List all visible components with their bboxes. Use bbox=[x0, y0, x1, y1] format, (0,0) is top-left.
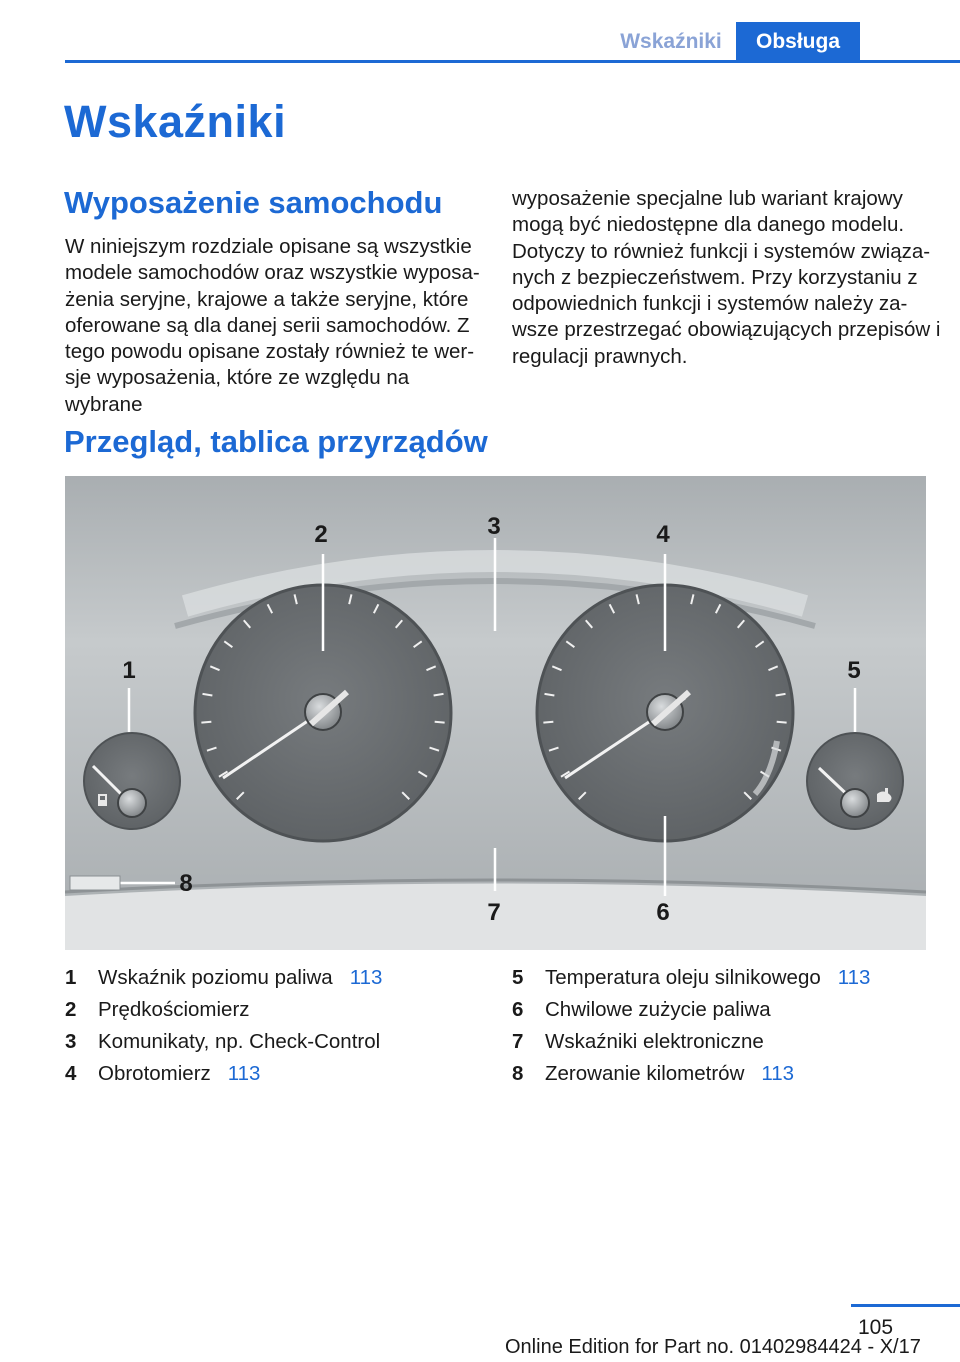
legend-text: Chwilowe zużycie paliwa bbox=[545, 998, 771, 1021]
text-line: odpowiednich funkcji i systemów należy za‐ bbox=[512, 292, 908, 316]
page-reference-link[interactable]: 113 bbox=[761, 1062, 795, 1085]
header-tab-obsluga[interactable]: Obsługa bbox=[736, 22, 860, 62]
section-heading-overview: Przegląd, tablica przyrządów bbox=[64, 424, 488, 459]
fuel-pump-icon bbox=[98, 794, 107, 806]
page-reference-link[interactable]: 113 bbox=[349, 966, 383, 989]
legend-text: Obrotomierz bbox=[98, 1062, 211, 1085]
callout-5: 5 bbox=[847, 657, 861, 684]
text-line: mogą być niedostępne dla danego modelu. bbox=[512, 213, 905, 237]
edition-note: Online Edition for Part no. 01402984424 - X/17 bbox=[505, 1336, 921, 1358]
legend-number: 5 bbox=[512, 966, 524, 989]
page-number: 105 bbox=[858, 1316, 894, 1339]
dial-tick bbox=[435, 722, 445, 723]
legend-number: 2 bbox=[65, 998, 77, 1021]
legend-item bbox=[512, 1026, 932, 1058]
legend-number: 1 bbox=[65, 966, 77, 989]
chapter-title: Wskaźniki bbox=[64, 96, 287, 147]
dial-tick bbox=[777, 722, 787, 723]
legend-number: 3 bbox=[65, 1030, 77, 1053]
text-line: regulacji prawnych. bbox=[512, 344, 688, 368]
callout-1: 1 bbox=[122, 657, 136, 684]
legend-item bbox=[512, 962, 932, 994]
legend-text: Zerowanie kilometrów bbox=[545, 1062, 745, 1085]
callout-2: 2 bbox=[314, 521, 328, 548]
text-line: wyposażenie specjalne lub wariant krajowy bbox=[512, 187, 903, 210]
dial-tick bbox=[201, 722, 211, 723]
legend-item bbox=[65, 1026, 485, 1058]
paragraph-col1 bbox=[65, 234, 485, 418]
legend-text: Prędkościomierz bbox=[98, 998, 250, 1021]
text-line: sje wyposażenia, które ze względu na wybrane bbox=[65, 366, 410, 416]
legend-item bbox=[65, 962, 485, 994]
text-line: Dotyczy to również funkcji i systemów związa‐ bbox=[512, 239, 931, 263]
legend-number: 8 bbox=[512, 1062, 524, 1085]
callout-6: 6 bbox=[656, 899, 670, 926]
text-line: modele samochodów oraz wszystkie wyposa‐ bbox=[65, 261, 480, 285]
text-line: wsze przestrzegać obowiązujących przepisów i bbox=[512, 318, 941, 342]
instrument-cluster-illustration bbox=[65, 476, 926, 950]
legend-number: 6 bbox=[512, 998, 524, 1021]
callout-3: 3 bbox=[487, 513, 501, 540]
text-line: nych z bezpieczeństwem. Przy korzystaniu z bbox=[512, 265, 918, 289]
legend-item bbox=[512, 1058, 932, 1090]
callout-8: 8 bbox=[179, 870, 193, 897]
legend-number: 7 bbox=[512, 1030, 524, 1053]
header-tab-wskazniki[interactable]: Wskaźniki bbox=[606, 22, 736, 62]
legend-text: Wskaźnik poziomu paliwa bbox=[98, 966, 333, 989]
legend-item bbox=[65, 994, 485, 1026]
legend-text: Wskaźniki elektroniczne bbox=[545, 1030, 764, 1053]
footer-rule bbox=[851, 1304, 960, 1307]
dial-tick bbox=[543, 722, 553, 723]
text-line: żenia seryjne, krajowe a także seryjne, które bbox=[65, 287, 469, 311]
paragraph-col2 bbox=[512, 186, 952, 370]
text-line: tego powodu opisane zostały również te wer‐ bbox=[65, 340, 475, 364]
page-reference-link[interactable]: 113 bbox=[837, 966, 871, 989]
callout-4: 4 bbox=[656, 521, 670, 548]
page-reference-link[interactable]: 113 bbox=[227, 1062, 261, 1085]
legend-number: 4 bbox=[65, 1062, 77, 1085]
legend-text: Temperatura oleju silnikowego bbox=[545, 966, 821, 989]
text-line: W niniejszym rozdziale opisane są wszystkie bbox=[65, 235, 472, 258]
legend-left bbox=[65, 962, 485, 1090]
callout-7: 7 bbox=[487, 899, 501, 926]
legend-item bbox=[65, 1058, 485, 1090]
text-line: oferowane są dla danej serii samochodów. Z bbox=[65, 313, 470, 337]
section-heading-equipment: Wyposażenie samochodu bbox=[64, 185, 443, 220]
header-rule bbox=[65, 60, 960, 63]
legend-item bbox=[512, 994, 932, 1026]
legend-text: Komunikaty, np. Check-Control bbox=[98, 1030, 381, 1053]
legend-right bbox=[512, 962, 932, 1090]
